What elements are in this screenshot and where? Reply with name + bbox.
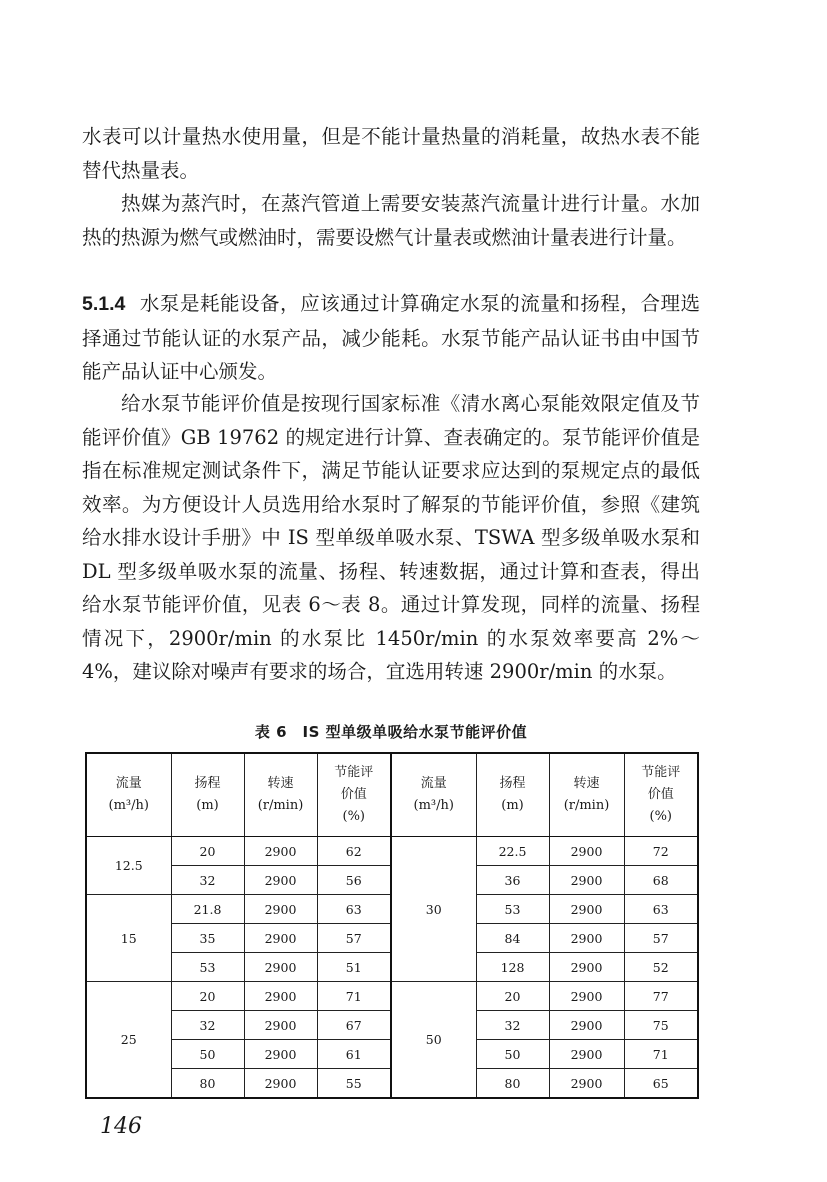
header-speed: 转速 (r/min) (549, 753, 624, 837)
cell-flow: 15 (86, 895, 171, 982)
cell-eval: 75 (624, 1011, 698, 1040)
cell-head: 53 (171, 953, 244, 982)
cell-eval: 71 (624, 1040, 698, 1069)
header-head: 扬程 (m) (171, 753, 244, 837)
cell-eval: 52 (624, 953, 698, 982)
cell-head: 32 (171, 1011, 244, 1040)
cell-head: 53 (476, 895, 549, 924)
cell-head: 80 (171, 1069, 244, 1099)
header-eval: 节能评 价值 (%) (317, 753, 391, 837)
header-head: 扬程 (m) (476, 753, 549, 837)
cell-eval: 77 (624, 982, 698, 1011)
cell-head: 20 (171, 982, 244, 1011)
section-number: 5.1.4 (82, 293, 126, 315)
table-caption: 表 6 IS 型单级单吸给水泵节能评价值 (254, 723, 528, 741)
cell-eval: 65 (624, 1069, 698, 1099)
cell-eval: 71 (317, 982, 391, 1011)
cell-eval: 62 (317, 837, 391, 866)
cell-head: 36 (476, 866, 549, 895)
table-header-row (86, 753, 698, 837)
cell-head: 50 (171, 1040, 244, 1069)
cell-speed: 2900 (244, 1040, 317, 1069)
cell-eval: 63 (624, 895, 698, 924)
cell-flow: 30 (391, 837, 476, 982)
cell-head: 84 (476, 924, 549, 953)
cell-speed: 2900 (244, 866, 317, 895)
cell-head: 80 (476, 1069, 549, 1099)
paragraph-4: 给水泵节能评价值是按现行国家标准《清水离心泵能效限定值及节能评价值》GB 19762 的规定进行计算、查表确定的。泵节能评价值是指在标准规定测试条件下，满足节能认证要求应达到的泵规定点的最低效率。为方便设计人员选用给水泵时了解泵的节能评价值，参照《建筑给水排水设计手册》中 IS 型单级单吸水泵、TSWA 型多级单吸水泵和 DL 型多级单吸水泵的流量、扬程、转速数据，通过计算和查表，得出给水泵节能评价值，见表 6～表 8。通过计算发现，同样的流量、扬程情况下，2900r/min 的水泵比 1450r/min 的水泵效率要高 2%～4%，建议除对噪声有要求的场合，宜选用转速 2900r/min 的水泵。 (82, 392, 700, 683)
cell-speed: 2900 (549, 953, 624, 982)
cell-eval: 55 (317, 1069, 391, 1099)
cell-speed: 2900 (244, 837, 317, 866)
paragraph-2: 热媒为蒸汽时，在蒸汽管道上需要安装蒸汽流量计进行计量。水加热的热源为燃气或燃油时，需要设燃气计量表或燃油计量表进行计量。 (82, 192, 700, 249)
cell-head: 20 (476, 982, 549, 1011)
cell-speed: 2900 (244, 982, 317, 1011)
cell-eval: 51 (317, 953, 391, 982)
cell-flow: 25 (86, 982, 171, 1099)
header-flow: 流量 (m³/h) (391, 753, 476, 837)
cell-speed: 2900 (549, 982, 624, 1011)
cell-speed: 2900 (244, 924, 317, 953)
header-speed: 转速 (r/min) (244, 753, 317, 837)
cell-head: 32 (171, 866, 244, 895)
cell-head: 32 (476, 1011, 549, 1040)
cell-eval: 61 (317, 1040, 391, 1069)
cell-flow: 50 (391, 982, 476, 1099)
cell-eval: 56 (317, 866, 391, 895)
paragraph-1: 水表可以计量热水使用量，但是不能计量热量的消耗量，故热水表不能替代热量表。 (82, 125, 700, 182)
cell-speed: 2900 (549, 1069, 624, 1099)
pump-table (85, 752, 699, 1099)
page-number: 146 (100, 1114, 142, 1139)
cell-head: 35 (171, 924, 244, 953)
cell-head: 22.5 (476, 837, 549, 866)
cell-eval: 57 (317, 924, 391, 953)
header-flow: 流量 (m³/h) (86, 753, 171, 837)
cell-speed: 2900 (549, 1040, 624, 1069)
cell-eval: 63 (317, 895, 391, 924)
cell-speed: 2900 (244, 1069, 317, 1099)
paragraph-3 (82, 287, 700, 389)
cell-speed: 2900 (244, 1011, 317, 1040)
header-eval: 节能评 价值 (%) (624, 753, 698, 837)
cell-eval: 57 (624, 924, 698, 953)
cell-speed: 2900 (549, 837, 624, 866)
cell-eval: 68 (624, 866, 698, 895)
cell-speed: 2900 (549, 1011, 624, 1040)
cell-eval: 67 (317, 1011, 391, 1040)
cell-speed: 2900 (549, 866, 624, 895)
table-row (86, 837, 698, 866)
cell-head: 50 (476, 1040, 549, 1069)
cell-speed: 2900 (549, 924, 624, 953)
cell-flow: 12.5 (86, 837, 171, 895)
cell-head: 128 (476, 953, 549, 982)
table-row (86, 982, 698, 1011)
cell-speed: 2900 (244, 895, 317, 924)
cell-head: 20 (171, 837, 244, 866)
cell-speed: 2900 (244, 953, 317, 982)
paragraph-3-text: 水泵是耗能设备，应该通过计算确定水泵的流量和扬程，合理选择通过节能认证的水泵产品，减少能耗。水泵节能产品认证书由中国节能产品认证中心颁发。 (82, 292, 700, 383)
cell-head: 21.8 (171, 895, 244, 924)
cell-speed: 2900 (549, 895, 624, 924)
cell-eval: 72 (624, 837, 698, 866)
